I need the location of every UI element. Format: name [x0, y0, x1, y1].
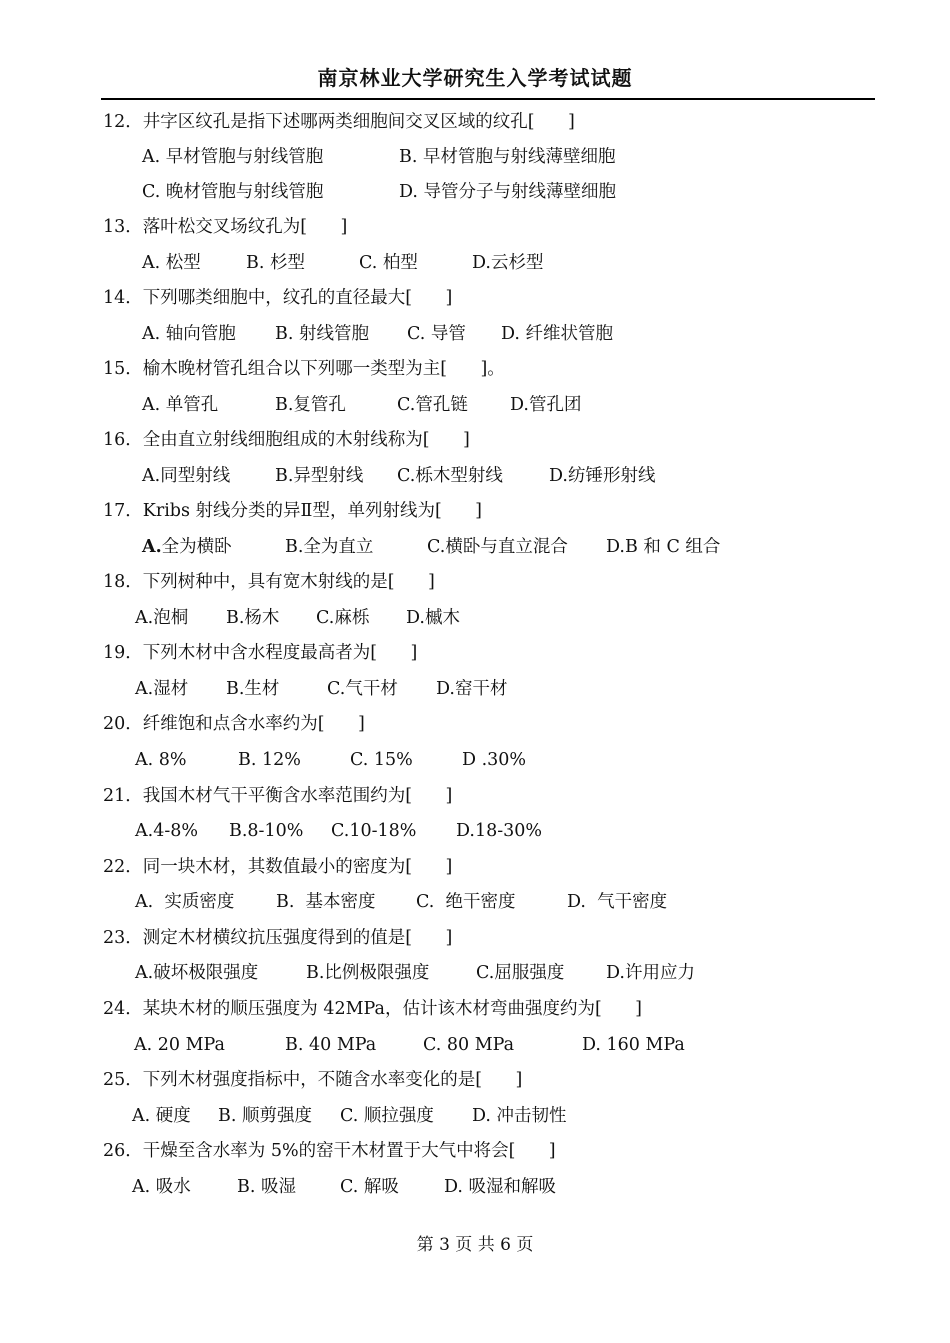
question-12-option-c: C. 晚材管胞与射线管胞 — [142, 182, 324, 202]
question-13-option-c: C. 柏型 — [359, 253, 418, 273]
question-15-option-b: B.复管孔 — [275, 395, 346, 415]
question-25-option-c: C. 顺拉强度 — [340, 1106, 434, 1126]
question-15-stem: 15．榆木晚材管孔组合以下列哪一类型为主[ ]。 — [103, 359, 505, 379]
question-20-option-a: A. 8% — [135, 750, 187, 770]
question-22-option-c: C. 绝干密度 — [416, 892, 516, 912]
question-24-option-c: C. 80 MPa — [423, 1035, 515, 1055]
question-14-option-a: A. 轴向管胞 — [142, 324, 236, 344]
question-25-option-a: A. 硬度 — [132, 1106, 191, 1126]
question-24-option-d: D. 160 MPa — [582, 1035, 685, 1055]
question-22-stem: 22．同一块木材，其数值最小的密度为[ ] — [103, 857, 453, 877]
question-17-option-c: C.横卧与直立混合 — [427, 537, 568, 557]
question-17-option-a-prefix: A. — [142, 537, 162, 557]
question-20-option-c: C. 15% — [350, 750, 413, 770]
question-21-option-c: C.10-18% — [331, 821, 417, 841]
question-13-option-a: A. 松型 — [142, 253, 201, 273]
question-21-stem: 21．我国木材气干平衡含水率范围约为[ ] — [103, 786, 453, 806]
question-19-stem: 19．下列木材中含水程度最高者为[ ] — [103, 643, 418, 663]
question-17-option-a-text: 全为横卧 — [161, 537, 232, 557]
question-16-option-b: B.异型射线 — [275, 466, 364, 486]
question-16-option-a: A.同型射线 — [142, 466, 231, 486]
question-26-option-d: D. 吸湿和解吸 — [444, 1177, 557, 1197]
question-25-option-b: B. 顺剪强度 — [218, 1106, 312, 1126]
question-13-stem: 13．落叶松交叉场纹孔为[ ] — [103, 217, 348, 237]
question-12-option-d: D. 导管分子与射线薄壁细胞 — [399, 182, 617, 202]
question-12-stem: 12．井字区纹孔是指下述哪两类细胞间交叉区域的纹孔[ ] — [103, 112, 575, 132]
question-16-option-d: D.纺锤形射线 — [549, 466, 656, 486]
question-25-stem: 25．下列木材强度指标中，不随含水率变化的是[ ] — [103, 1070, 523, 1090]
question-14-option-d: D. 纤维状管胞 — [501, 324, 614, 344]
question-16-stem: 16．全由直立射线细胞组成的木射线称为[ ] — [103, 430, 470, 450]
question-26-option-b: B. 吸湿 — [237, 1177, 296, 1197]
question-14-option-c: C. 导管 — [407, 324, 466, 344]
question-18-option-a: A.泡桐 — [135, 608, 189, 628]
question-22-option-d: D. 气干密度 — [567, 892, 668, 912]
question-14-stem: 14．下列哪类细胞中，纹孔的直径最大[ ] — [103, 288, 453, 308]
question-18-option-c: C.麻栎 — [316, 608, 370, 628]
question-24-stem: 24．某块木材的顺压强度为 42MPa，估计该木材弯曲强度约为[ ] — [103, 999, 642, 1019]
question-21-option-a: A.4-8% — [135, 821, 199, 841]
question-15-option-a: A. 单管孔 — [142, 395, 219, 415]
question-18-stem: 18．下列树种中，具有宽木射线的是[ ] — [103, 572, 435, 592]
question-24-option-a: A. 20 MPa — [134, 1035, 225, 1055]
question-21-option-b: B.8-10% — [229, 821, 304, 841]
question-18-option-b: B.杨木 — [226, 608, 280, 628]
question-18-option-d: D.槭木 — [406, 608, 460, 628]
question-16-option-c: C.栎木型射线 — [397, 466, 503, 486]
header-rule — [101, 98, 875, 100]
question-17-stem: 17．Kribs 射线分类的异Ⅱ型，单列射线为[ ] — [103, 501, 482, 521]
question-12-option-a: A. 早材管胞与射线管胞 — [142, 147, 324, 167]
question-19-option-d: D.窑干材 — [436, 679, 508, 699]
question-20-stem: 20．纤维饱和点含水率约为[ ] — [103, 714, 365, 734]
question-17-option-d: D.B 和 C 组合 — [606, 537, 721, 557]
question-15-option-d: D.管孔团 — [510, 395, 582, 415]
question-25-option-d: D. 冲击韧性 — [472, 1106, 567, 1126]
question-26-option-a: A. 吸水 — [132, 1177, 191, 1197]
question-13-option-d: D.云杉型 — [472, 253, 544, 273]
question-23-option-a: A.破坏极限强度 — [135, 963, 259, 983]
page-number-footer: 第 3 页 共 6 页 — [416, 1235, 534, 1255]
question-19-option-a: A.湿材 — [135, 679, 189, 699]
question-15-option-c: C.管孔链 — [397, 395, 468, 415]
question-17-option-b: B.全为直立 — [285, 537, 374, 557]
question-20-option-d: D .30% — [462, 750, 527, 770]
question-17-option-a — [142, 536, 232, 558]
question-24-option-b: B. 40 MPa — [285, 1035, 377, 1055]
question-14-option-b: B. 射线管胞 — [275, 324, 369, 344]
question-22-option-b: B. 基本密度 — [276, 892, 376, 912]
question-22-option-a: A. 实质密度 — [135, 892, 235, 912]
question-19-option-c: C.气干材 — [327, 679, 398, 699]
question-26-option-c: C. 解吸 — [340, 1177, 399, 1197]
question-20-option-b: B. 12% — [238, 750, 301, 770]
question-23-option-d: D.许用应力 — [606, 963, 695, 983]
question-26-stem: 26．干燥至含水率为 5%的窑干木材置于大气中将会[ ] — [103, 1141, 556, 1161]
question-19-option-b: B.生材 — [226, 679, 280, 699]
question-13-option-b: B. 杉型 — [246, 253, 305, 273]
question-21-option-d: D.18-30% — [456, 821, 543, 841]
question-23-stem: 23．测定木材横纹抗压强度得到的值是[ ] — [103, 928, 453, 948]
question-23-option-c: C.屈服强度 — [476, 963, 565, 983]
question-23-option-b: B.比例极限强度 — [306, 963, 430, 983]
question-12-option-b: B. 早材管胞与射线薄壁细胞 — [399, 147, 616, 167]
page-header-title: 南京林业大学研究生入学考试试题 — [317, 66, 633, 90]
